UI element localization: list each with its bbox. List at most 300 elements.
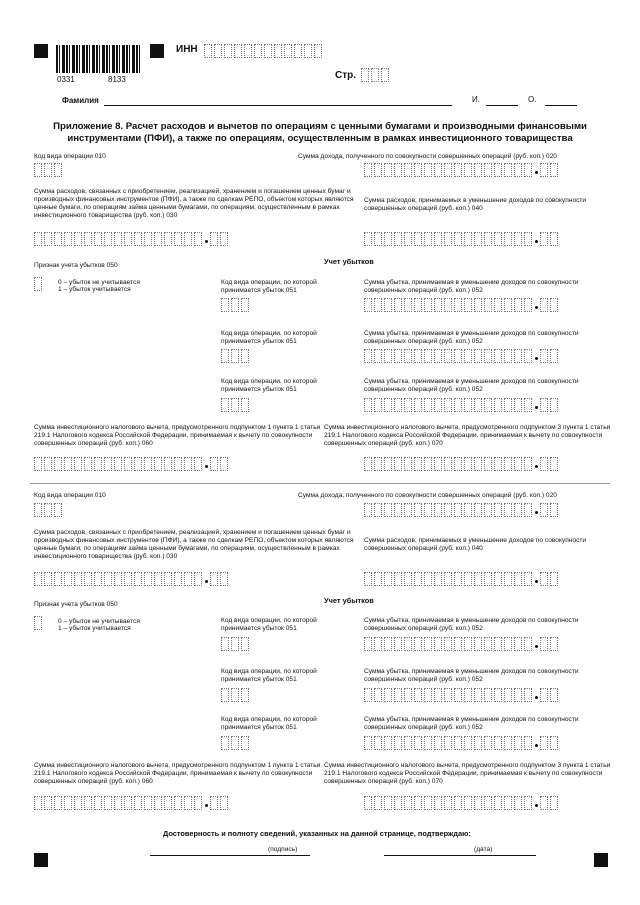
initial-o-field[interactable]	[545, 105, 577, 106]
input-cell[interactable]	[550, 398, 558, 412]
input-cell[interactable]	[124, 796, 132, 810]
input-cell[interactable]	[414, 503, 422, 517]
input-cell[interactable]	[474, 163, 482, 177]
input-cell[interactable]	[504, 232, 512, 246]
input-cell[interactable]	[94, 457, 102, 471]
input-cell[interactable]	[244, 44, 252, 58]
input-cell[interactable]	[221, 349, 229, 363]
input-cell[interactable]	[484, 163, 492, 177]
input-cell[interactable]	[384, 457, 392, 471]
input-cell[interactable]	[144, 232, 152, 246]
input-cell[interactable]	[241, 349, 249, 363]
input-cell[interactable]	[454, 349, 462, 363]
input-cell[interactable]	[374, 457, 382, 471]
loss-amount-052-input[interactable]	[364, 637, 560, 651]
input-cell[interactable]	[424, 637, 432, 651]
signature-field[interactable]	[150, 855, 310, 856]
expenses-040-input[interactable]	[364, 572, 560, 586]
input-cell[interactable]	[54, 572, 62, 586]
input-cell[interactable]	[444, 163, 452, 177]
input-cell[interactable]	[384, 349, 392, 363]
input-cell[interactable]	[364, 232, 372, 246]
input-cell[interactable]	[514, 796, 522, 810]
input-cell[interactable]	[514, 232, 522, 246]
input-cell[interactable]	[464, 163, 472, 177]
input-cell[interactable]	[444, 398, 452, 412]
input-cell[interactable]	[44, 163, 52, 177]
input-cell[interactable]	[550, 796, 558, 810]
surname-field[interactable]	[104, 105, 452, 106]
input-cell[interactable]	[540, 796, 548, 810]
input-cell[interactable]	[454, 457, 462, 471]
input-cell[interactable]	[524, 572, 532, 586]
input-cell[interactable]	[210, 457, 218, 471]
input-cell[interactable]	[444, 796, 452, 810]
input-cell[interactable]	[94, 232, 102, 246]
input-cell[interactable]	[231, 736, 239, 750]
input-cell[interactable]	[454, 163, 462, 177]
input-cell[interactable]	[194, 572, 202, 586]
input-cell[interactable]	[524, 503, 532, 517]
input-cell[interactable]	[364, 796, 372, 810]
input-cell[interactable]	[394, 572, 402, 586]
inn-input[interactable]	[204, 44, 324, 58]
input-cell[interactable]	[424, 349, 432, 363]
input-cell[interactable]	[424, 503, 432, 517]
input-cell[interactable]	[444, 736, 452, 750]
loss-amount-052-input[interactable]	[364, 349, 560, 363]
input-cell[interactable]	[84, 796, 92, 810]
input-cell[interactable]	[394, 298, 402, 312]
loss-amount-052-input[interactable]	[364, 688, 560, 702]
input-cell[interactable]	[384, 398, 392, 412]
input-cell[interactable]	[164, 572, 172, 586]
loss-amount-052-input[interactable]	[364, 298, 560, 312]
input-cell[interactable]	[394, 398, 402, 412]
input-cell[interactable]	[524, 232, 532, 246]
input-cell[interactable]	[84, 457, 92, 471]
input-cell[interactable]	[494, 637, 502, 651]
input-cell[interactable]	[114, 232, 122, 246]
input-cell[interactable]	[374, 637, 382, 651]
input-cell[interactable]	[74, 457, 82, 471]
input-cell[interactable]	[174, 572, 182, 586]
input-cell[interactable]	[444, 457, 452, 471]
loss-code-051-input[interactable]	[221, 688, 251, 702]
input-cell[interactable]	[414, 572, 422, 586]
input-cell[interactable]	[504, 736, 512, 750]
input-cell[interactable]	[444, 298, 452, 312]
input-cell[interactable]	[404, 163, 412, 177]
input-cell[interactable]	[174, 457, 182, 471]
input-cell[interactable]	[474, 457, 482, 471]
input-cell[interactable]	[224, 44, 232, 58]
input-cell[interactable]	[494, 688, 502, 702]
input-cell[interactable]	[144, 796, 152, 810]
input-cell[interactable]	[514, 298, 522, 312]
deduction-060-input[interactable]	[34, 796, 230, 810]
input-cell[interactable]	[444, 503, 452, 517]
input-cell[interactable]	[221, 637, 229, 651]
input-cell[interactable]	[474, 503, 482, 517]
input-cell[interactable]	[384, 688, 392, 702]
input-cell[interactable]	[414, 688, 422, 702]
input-cell[interactable]	[404, 298, 412, 312]
input-cell[interactable]	[64, 572, 72, 586]
input-cell[interactable]	[364, 688, 372, 702]
input-cell[interactable]	[374, 163, 382, 177]
input-cell[interactable]	[504, 503, 512, 517]
input-cell[interactable]	[464, 457, 472, 471]
input-cell[interactable]	[484, 572, 492, 586]
input-cell[interactable]	[164, 457, 172, 471]
input-cell[interactable]	[144, 572, 152, 586]
input-cell[interactable]	[524, 637, 532, 651]
input-cell[interactable]	[234, 44, 242, 58]
input-cell[interactable]	[231, 637, 239, 651]
input-cell[interactable]	[424, 688, 432, 702]
input-cell[interactable]	[494, 736, 502, 750]
input-cell[interactable]	[494, 457, 502, 471]
input-cell[interactable]	[214, 44, 222, 58]
input-cell[interactable]	[444, 637, 452, 651]
input-cell[interactable]	[74, 796, 82, 810]
input-cell[interactable]	[550, 736, 558, 750]
input-cell[interactable]	[504, 163, 512, 177]
input-cell[interactable]	[394, 688, 402, 702]
input-cell[interactable]	[434, 232, 442, 246]
input-cell[interactable]	[540, 349, 548, 363]
input-cell[interactable]	[484, 457, 492, 471]
input-cell[interactable]	[384, 796, 392, 810]
input-cell[interactable]	[434, 572, 442, 586]
input-cell[interactable]	[414, 398, 422, 412]
input-cell[interactable]	[394, 163, 402, 177]
income-020-input[interactable]	[364, 503, 560, 517]
input-cell[interactable]	[444, 349, 452, 363]
input-cell[interactable]	[394, 796, 402, 810]
input-cell[interactable]	[514, 457, 522, 471]
input-cell[interactable]	[494, 232, 502, 246]
code-010-input[interactable]	[34, 163, 64, 177]
input-cell[interactable]	[504, 572, 512, 586]
input-cell[interactable]	[194, 232, 202, 246]
input-cell[interactable]	[394, 457, 402, 471]
input-cell[interactable]	[404, 796, 412, 810]
input-cell[interactable]	[384, 298, 392, 312]
code-010-input[interactable]	[34, 503, 64, 517]
input-cell[interactable]	[134, 457, 142, 471]
input-cell[interactable]	[434, 637, 442, 651]
input-cell[interactable]	[394, 349, 402, 363]
initial-i-field[interactable]	[486, 105, 518, 106]
input-cell[interactable]	[384, 736, 392, 750]
loss-code-051-input[interactable]	[221, 398, 251, 412]
input-cell[interactable]	[424, 232, 432, 246]
input-cell[interactable]	[550, 688, 558, 702]
input-cell[interactable]	[241, 398, 249, 412]
input-cell[interactable]	[454, 688, 462, 702]
input-cell[interactable]	[174, 232, 182, 246]
input-cell[interactable]	[364, 457, 372, 471]
input-cell[interactable]	[384, 232, 392, 246]
input-cell[interactable]	[184, 232, 192, 246]
input-cell[interactable]	[474, 637, 482, 651]
input-cell[interactable]	[174, 796, 182, 810]
input-cell[interactable]	[34, 163, 42, 177]
input-cell[interactable]	[404, 736, 412, 750]
input-cell[interactable]	[364, 572, 372, 586]
input-cell[interactable]	[54, 163, 62, 177]
input-cell[interactable]	[474, 298, 482, 312]
input-cell[interactable]	[294, 44, 302, 58]
input-cell[interactable]	[540, 637, 548, 651]
input-cell[interactable]	[444, 572, 452, 586]
date-field[interactable]	[384, 855, 536, 856]
input-cell[interactable]	[364, 736, 372, 750]
deduction-070-input[interactable]	[364, 457, 560, 471]
loss-code-051-input[interactable]	[221, 349, 251, 363]
loss-flag-050-input[interactable]	[34, 277, 44, 291]
input-cell[interactable]	[384, 503, 392, 517]
input-cell[interactable]	[524, 796, 532, 810]
income-020-input[interactable]	[364, 163, 560, 177]
input-cell[interactable]	[384, 572, 392, 586]
input-cell[interactable]	[550, 503, 558, 517]
input-cell[interactable]	[550, 163, 558, 177]
input-cell[interactable]	[494, 163, 502, 177]
input-cell[interactable]	[364, 298, 372, 312]
input-cell[interactable]	[154, 457, 162, 471]
input-cell[interactable]	[154, 572, 162, 586]
input-cell[interactable]	[414, 163, 422, 177]
input-cell[interactable]	[364, 349, 372, 363]
input-cell[interactable]	[434, 398, 442, 412]
input-cell[interactable]	[504, 457, 512, 471]
input-cell[interactable]	[524, 398, 532, 412]
deduction-060-input[interactable]	[34, 457, 230, 471]
input-cell[interactable]	[164, 232, 172, 246]
input-cell[interactable]	[550, 298, 558, 312]
input-cell[interactable]	[454, 503, 462, 517]
input-cell[interactable]	[424, 163, 432, 177]
input-cell[interactable]	[44, 503, 52, 517]
input-cell[interactable]	[384, 163, 392, 177]
input-cell[interactable]	[64, 232, 72, 246]
input-cell[interactable]	[424, 298, 432, 312]
input-cell[interactable]	[124, 232, 132, 246]
input-cell[interactable]	[241, 298, 249, 312]
input-cell[interactable]	[434, 796, 442, 810]
input-cell[interactable]	[464, 796, 472, 810]
input-cell[interactable]	[514, 349, 522, 363]
input-cell[interactable]	[494, 349, 502, 363]
input-cell[interactable]	[371, 68, 379, 82]
input-cell[interactable]	[364, 503, 372, 517]
input-cell[interactable]	[54, 503, 62, 517]
input-cell[interactable]	[464, 398, 472, 412]
input-cell[interactable]	[34, 503, 42, 517]
input-cell[interactable]	[394, 232, 402, 246]
input-cell[interactable]	[540, 457, 548, 471]
input-cell[interactable]	[381, 68, 389, 82]
input-cell[interactable]	[550, 457, 558, 471]
input-cell[interactable]	[434, 163, 442, 177]
input-cell[interactable]	[434, 736, 442, 750]
input-cell[interactable]	[404, 503, 412, 517]
input-cell[interactable]	[44, 457, 52, 471]
input-cell[interactable]	[444, 232, 452, 246]
input-cell[interactable]	[314, 44, 322, 58]
input-cell[interactable]	[364, 163, 372, 177]
input-cell[interactable]	[231, 349, 239, 363]
input-cell[interactable]	[540, 736, 548, 750]
input-cell[interactable]	[474, 232, 482, 246]
input-cell[interactable]	[454, 736, 462, 750]
input-cell[interactable]	[154, 232, 162, 246]
input-cell[interactable]	[374, 688, 382, 702]
input-cell[interactable]	[464, 349, 472, 363]
input-cell[interactable]	[454, 572, 462, 586]
input-cell[interactable]	[94, 572, 102, 586]
input-cell[interactable]	[514, 163, 522, 177]
input-cell[interactable]	[114, 457, 122, 471]
input-cell[interactable]	[550, 637, 558, 651]
input-cell[interactable]	[104, 457, 112, 471]
input-cell[interactable]	[424, 398, 432, 412]
input-cell[interactable]	[464, 572, 472, 586]
input-cell[interactable]	[404, 398, 412, 412]
input-cell[interactable]	[474, 796, 482, 810]
input-cell[interactable]	[54, 796, 62, 810]
input-cell[interactable]	[414, 796, 422, 810]
input-cell[interactable]	[424, 796, 432, 810]
input-cell[interactable]	[241, 688, 249, 702]
input-cell[interactable]	[84, 572, 92, 586]
input-cell[interactable]	[394, 503, 402, 517]
input-cell[interactable]	[464, 688, 472, 702]
input-cell[interactable]	[414, 349, 422, 363]
input-cell[interactable]	[540, 572, 548, 586]
input-cell[interactable]	[454, 637, 462, 651]
input-cell[interactable]	[44, 796, 52, 810]
input-cell[interactable]	[404, 349, 412, 363]
input-cell[interactable]	[220, 572, 228, 586]
input-cell[interactable]	[424, 736, 432, 750]
input-cell[interactable]	[34, 277, 42, 291]
input-cell[interactable]	[514, 637, 522, 651]
input-cell[interactable]	[464, 736, 472, 750]
input-cell[interactable]	[114, 572, 122, 586]
input-cell[interactable]	[361, 68, 369, 82]
input-cell[interactable]	[474, 688, 482, 702]
input-cell[interactable]	[494, 572, 502, 586]
input-cell[interactable]	[484, 298, 492, 312]
input-cell[interactable]	[484, 796, 492, 810]
input-cell[interactable]	[424, 457, 432, 471]
input-cell[interactable]	[194, 457, 202, 471]
input-cell[interactable]	[210, 232, 218, 246]
input-cell[interactable]	[104, 572, 112, 586]
input-cell[interactable]	[404, 637, 412, 651]
input-cell[interactable]	[464, 298, 472, 312]
input-cell[interactable]	[221, 736, 229, 750]
input-cell[interactable]	[434, 503, 442, 517]
input-cell[interactable]	[484, 398, 492, 412]
deduction-070-input[interactable]	[364, 796, 560, 810]
input-cell[interactable]	[414, 736, 422, 750]
input-cell[interactable]	[414, 298, 422, 312]
input-cell[interactable]	[34, 796, 42, 810]
expenses-030-input[interactable]	[34, 232, 230, 246]
input-cell[interactable]	[84, 232, 92, 246]
input-cell[interactable]	[504, 398, 512, 412]
input-cell[interactable]	[464, 637, 472, 651]
input-cell[interactable]	[414, 637, 422, 651]
input-cell[interactable]	[494, 503, 502, 517]
input-cell[interactable]	[304, 44, 312, 58]
input-cell[interactable]	[494, 398, 502, 412]
input-cell[interactable]	[474, 572, 482, 586]
input-cell[interactable]	[394, 637, 402, 651]
input-cell[interactable]	[434, 688, 442, 702]
input-cell[interactable]	[494, 298, 502, 312]
input-cell[interactable]	[484, 232, 492, 246]
input-cell[interactable]	[241, 736, 249, 750]
input-cell[interactable]	[474, 349, 482, 363]
input-cell[interactable]	[550, 232, 558, 246]
input-cell[interactable]	[524, 349, 532, 363]
input-cell[interactable]	[414, 457, 422, 471]
input-cell[interactable]	[404, 457, 412, 471]
input-cell[interactable]	[94, 796, 102, 810]
input-cell[interactable]	[114, 796, 122, 810]
input-cell[interactable]	[424, 572, 432, 586]
input-cell[interactable]	[74, 232, 82, 246]
input-cell[interactable]	[524, 736, 532, 750]
input-cell[interactable]	[464, 232, 472, 246]
input-cell[interactable]	[504, 349, 512, 363]
input-cell[interactable]	[434, 457, 442, 471]
input-cell[interactable]	[194, 796, 202, 810]
page-number-input[interactable]	[361, 68, 391, 82]
loss-flag-050-input[interactable]	[34, 616, 44, 630]
input-cell[interactable]	[540, 503, 548, 517]
input-cell[interactable]	[524, 688, 532, 702]
input-cell[interactable]	[454, 232, 462, 246]
input-cell[interactable]	[540, 398, 548, 412]
input-cell[interactable]	[484, 637, 492, 651]
input-cell[interactable]	[134, 232, 142, 246]
input-cell[interactable]	[444, 688, 452, 702]
input-cell[interactable]	[550, 572, 558, 586]
input-cell[interactable]	[154, 796, 162, 810]
loss-amount-052-input[interactable]	[364, 398, 560, 412]
input-cell[interactable]	[434, 298, 442, 312]
input-cell[interactable]	[221, 398, 229, 412]
input-cell[interactable]	[34, 616, 42, 630]
input-cell[interactable]	[374, 232, 382, 246]
input-cell[interactable]	[221, 688, 229, 702]
input-cell[interactable]	[54, 232, 62, 246]
expenses-040-input[interactable]	[364, 232, 560, 246]
input-cell[interactable]	[364, 637, 372, 651]
input-cell[interactable]	[184, 572, 192, 586]
input-cell[interactable]	[264, 44, 272, 58]
input-cell[interactable]	[384, 637, 392, 651]
input-cell[interactable]	[374, 349, 382, 363]
input-cell[interactable]	[464, 503, 472, 517]
